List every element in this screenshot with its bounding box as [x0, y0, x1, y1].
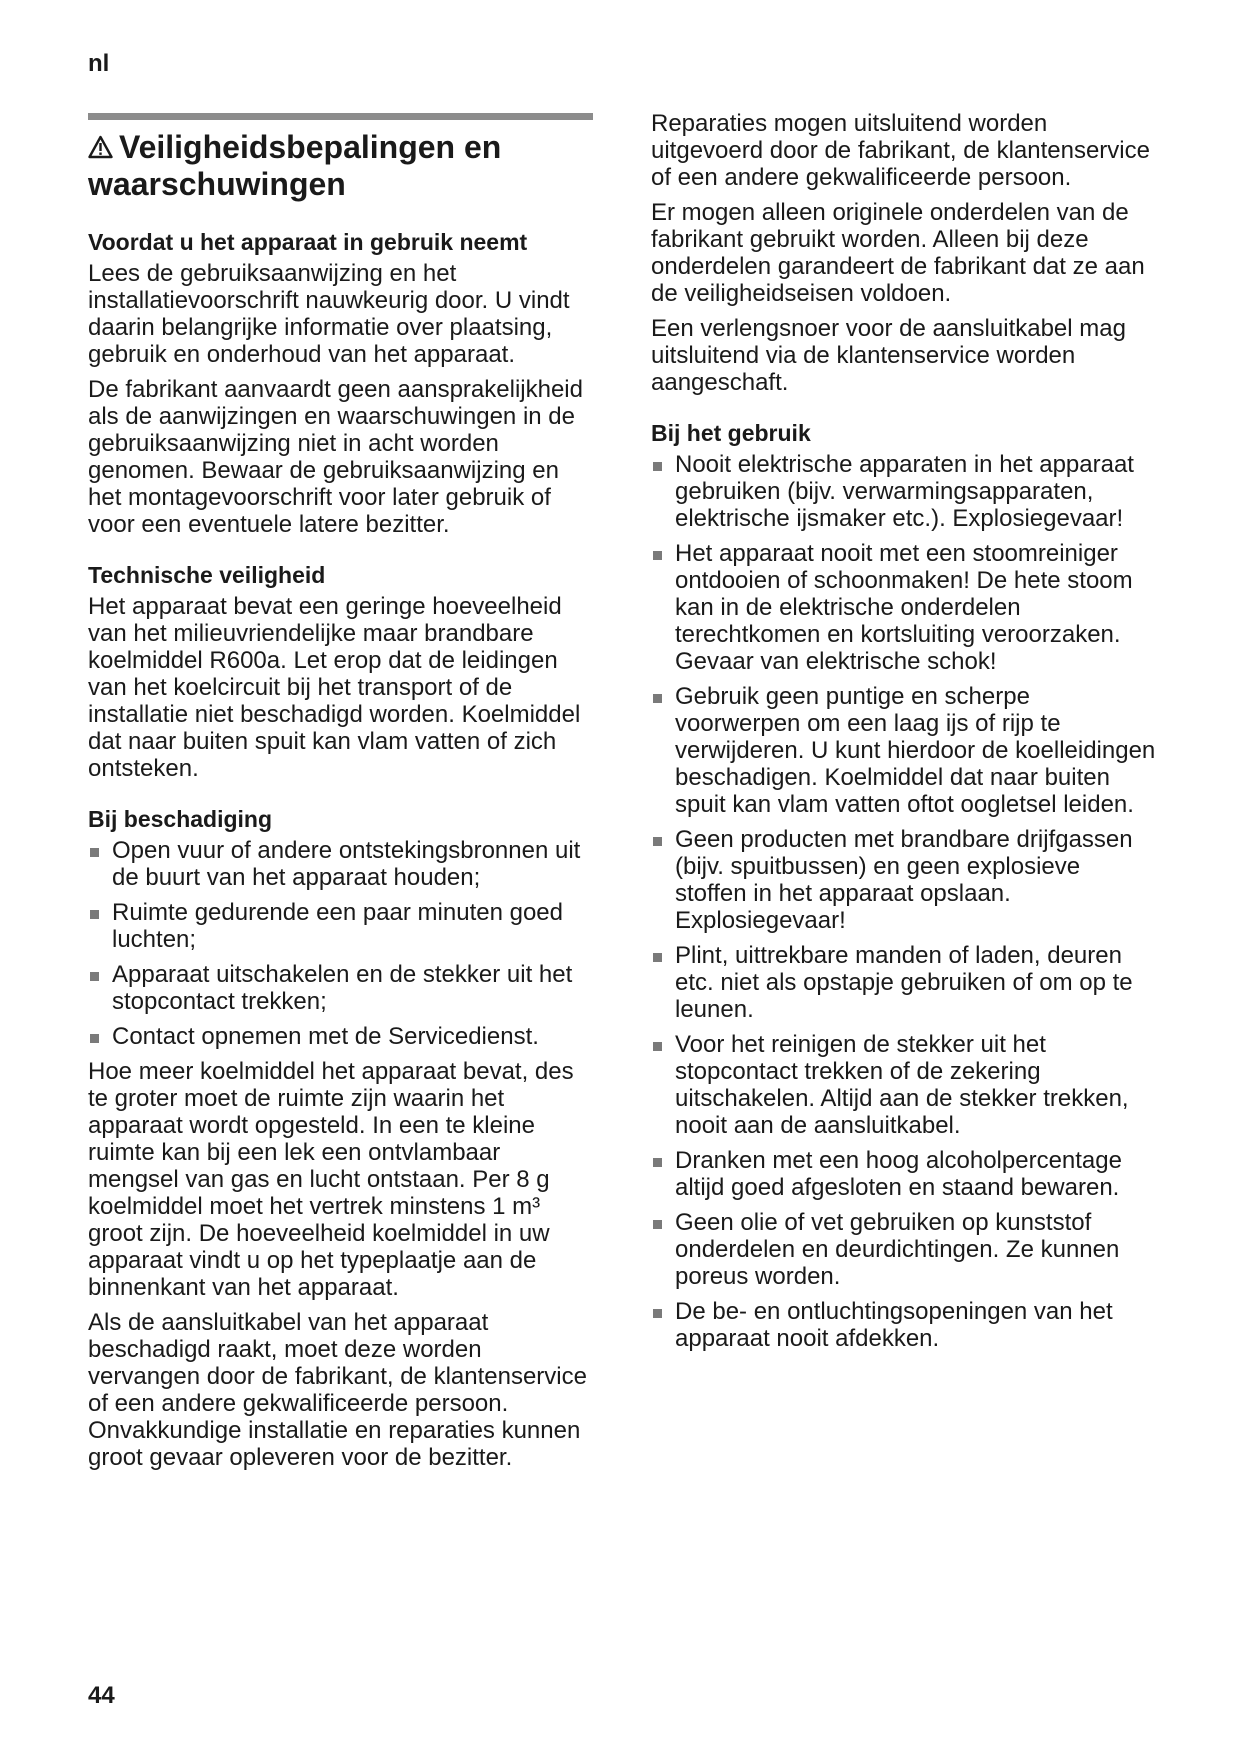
bullet-square-icon: [653, 1220, 662, 1229]
bullet-square-icon: [653, 1042, 662, 1051]
list-item: Geen producten met brandbare drijfgassen (bijv. spuitbussen) en geen explosieve stoffen in het apparaat opslaan. Explosiegevaar!: [651, 826, 1156, 934]
section-heading-technische-veiligheid: Technische veiligheid: [88, 562, 326, 588]
damage-list: [88, 837, 593, 1050]
bullet-square-icon: [653, 551, 662, 560]
list-item: Apparaat uitschakelen en de stekker uit het stopcontact trekken;: [88, 961, 593, 1015]
section-heading-voordat: Voordat u het apparaat in gebruik neemt: [88, 229, 528, 255]
list-item: Contact opnemen met de Servicedienst.: [88, 1023, 593, 1050]
warning-triangle-icon: [88, 135, 113, 159]
list-item: Dranken met een hoog alcoholpercentage altijd goed afgesloten en staand bewaren.: [651, 1147, 1156, 1201]
bullet-square-icon: [653, 837, 662, 846]
paragraph: Als de aansluitkabel van het apparaat beschadigd raakt, moet deze worden vervangen door de fabrikant, de klantenservice of een andere gekwalificeerde persoon. Onvakkundige installatie en reparaties kunnen groot gevaar opleveren voor de bezitter.: [88, 1309, 587, 1471]
section-heading-bij-het-gebruik: Bij het gebruik: [651, 420, 811, 446]
list-item: Gebruik geen puntige en scherpe voorwerpen om een laag ijs of rijp te verwijderen. U kunt hierdoor de koelleidingen beschadigen. Koelmiddel dat naar buiten spuit kan vlam vatten oftot oogletsel leiden.: [651, 683, 1156, 818]
language-label: nl: [88, 50, 110, 77]
list-item: Geen olie of vet gebruiken op kunststof onderdelen en deurdichtingen. Ze kunnen poreus worden.: [651, 1209, 1156, 1290]
paragraph: Hoe meer koelmiddel het apparaat bevat, des te groter moet de ruimte zijn waarin het apparaat wordt opgesteld. In een te kleine ruimte kan bij een lek een ontvlambaar mengsel van gas en lucht ontstaan. Per 8 g koelmiddel moet het vertrek minstens 1 m³ groot zijn. De hoeveelheid koelmiddel in uw apparaat vindt u op het typeplaatje aan de binnenkant van het apparaat.: [88, 1058, 574, 1301]
usage-list: [651, 451, 1156, 1352]
left-column: [88, 113, 593, 1479]
paragraph: Er mogen alleen originele onderdelen van de fabrikant gebruikt worden. Alleen bij deze onderdelen garandeert de fabrikant dat ze aan de veiligheidseisen voldoen.: [651, 199, 1145, 307]
page-title: [88, 129, 593, 203]
bullet-square-icon: [653, 694, 662, 703]
list-item: Open vuur of andere ontstekingsbronnen uit de buurt van het apparaat houden;: [88, 837, 593, 891]
paragraph: Het apparaat bevat een geringe hoeveelheid van het milieuvriendelijke maar brandbare koelmiddel R600a. Let erop dat de leidingen van het koelcircuit bij het transport of de installatie niet beschadigd worden. Koelmiddel dat naar buiten spuit kan vlam vatten of zich ontsteken.: [88, 593, 581, 782]
list-item: De be- en ontluchtingsopeningen van het apparaat nooit afdekken.: [651, 1298, 1156, 1352]
paragraph: Reparaties mogen uitsluitend worden uitgevoerd door de fabrikant, de klantenservice of een andere gekwalificeerde persoon.: [651, 110, 1150, 191]
bullet-square-icon: [653, 462, 662, 471]
page-number: 44: [88, 1682, 115, 1709]
bullet-square-icon: [90, 910, 99, 919]
paragraph: De fabrikant aanvaardt geen aansprakelijkheid als de aanwijzingen en waarschuwingen in de gebruiksaanwijzing niet in acht worden genomen. Bewaar de gebruiksaanwijzing en het montagevoorschrift voor later gebruik of voor een eventuele latere bezitter.: [88, 376, 583, 538]
bullet-square-icon: [653, 1158, 662, 1167]
bullet-square-icon: [653, 953, 662, 962]
paragraph: Een verlengsnoer voor de aansluitkabel mag uitsluitend via de klantenservice worden aangeschaft.: [651, 315, 1126, 396]
list-item: Nooit elektrische apparaten in het apparaat gebruiken (bijv. verwarmingsapparaten, elektrische ijsmaker etc.). Explosiegevaar!: [651, 451, 1156, 532]
section-heading-bij-beschadiging: Bij beschadiging: [88, 806, 273, 832]
page-title-text: Veiligheidsbepalingen en waarschuwingen: [88, 129, 502, 202]
bullet-square-icon: [90, 972, 99, 981]
right-column: [651, 110, 1156, 1360]
section-rule: [88, 113, 593, 120]
bullet-square-icon: [90, 848, 99, 857]
bullet-square-icon: [90, 1034, 99, 1043]
paragraph: Lees de gebruiksaanwijzing en het installatievoorschrift nauwkeurig door. U vindt daarin belangrijke informatie over plaatsing, gebruik en onderhoud van het apparaat.: [88, 260, 570, 368]
list-item: Ruimte gedurende een paar minuten goed luchten;: [88, 899, 593, 953]
bullet-square-icon: [653, 1309, 662, 1318]
list-item: Voor het reinigen de stekker uit het stopcontact trekken of de zekering uitschakelen. Altijd aan de stekker trekken, nooit aan de aansluitkabel.: [651, 1031, 1156, 1139]
list-item: Het apparaat nooit met een stoomreiniger ontdooien of schoonmaken! De hete stoom kan in de elektrische onderdelen terechtkomen en kortsluiting veroorzaken. Gevaar van elektrische schok!: [651, 540, 1156, 675]
list-item: Plint, uittrekbare manden of laden, deuren etc. niet als opstapje gebruiken of om op te leunen.: [651, 942, 1156, 1023]
